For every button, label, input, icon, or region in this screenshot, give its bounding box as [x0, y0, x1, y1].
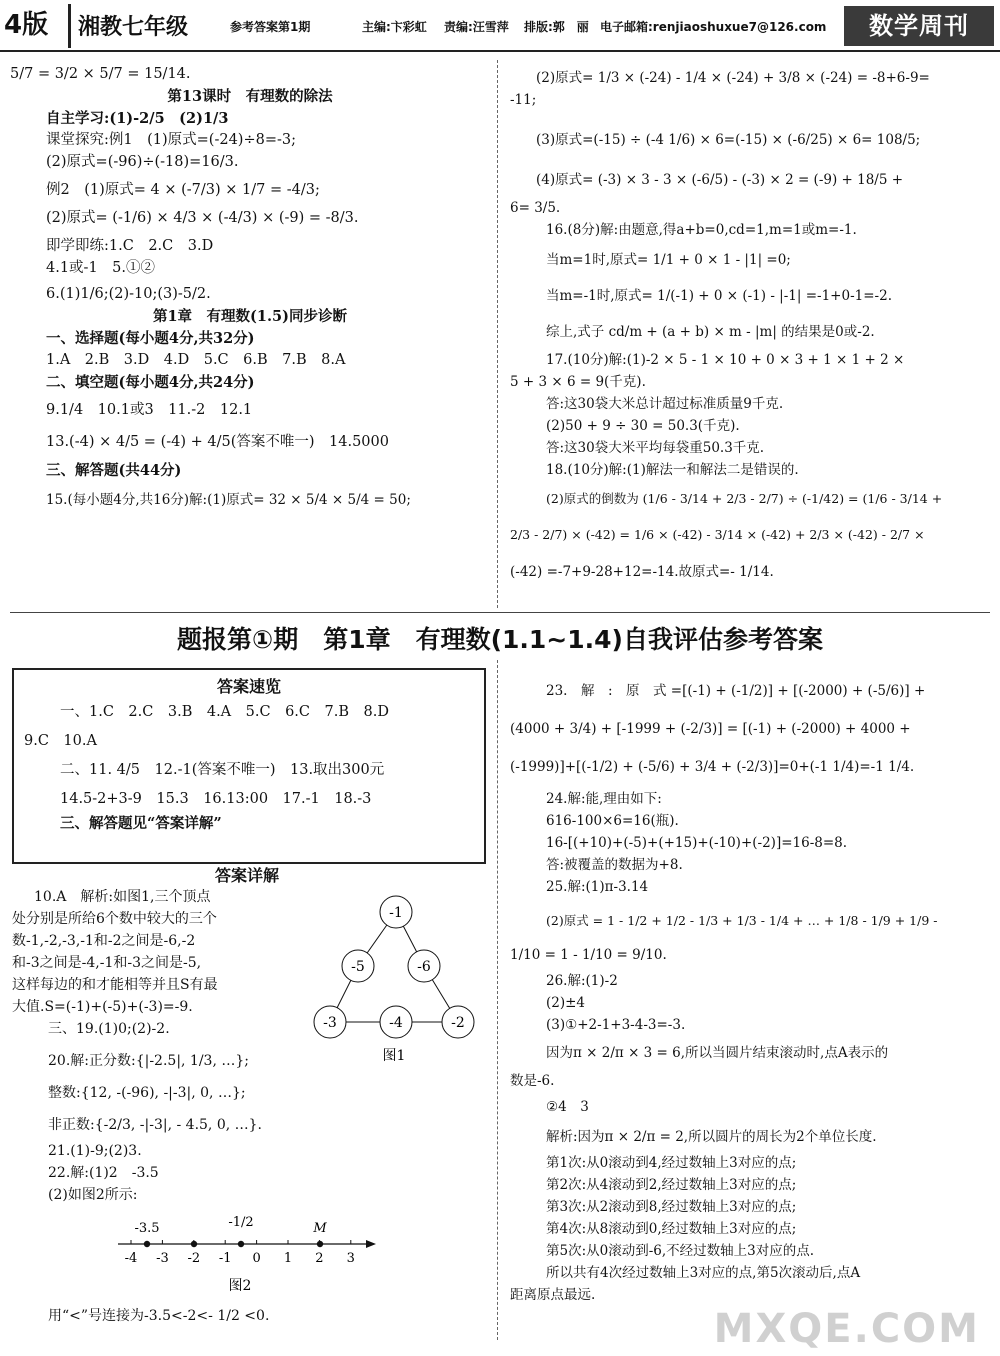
text-line: 当m=-1时,原式= 1/(-1) + 0 × (-1) - |-1| =-1+0-1=-2.: [546, 288, 892, 304]
svg-text:-4: -4: [389, 1015, 403, 1031]
number-line-tick-label: -2: [187, 1251, 201, 1266]
text-line: 16-[(+10)+(-5)+(+15)+(-10)+(-2)]=16-8=8.: [546, 835, 848, 851]
text-line: 处分别是所给6个数中较大的三个: [12, 911, 217, 927]
number-line-tick-label: 2: [315, 1251, 324, 1266]
answer-line: 一、1.C 2.C 3.B 4.A 5.C 6.C 7.B 8.D: [60, 704, 389, 721]
text-line: 课堂探究:例1 (1)原式=(-24)÷8=-3;: [46, 132, 296, 148]
answer-details-conclusion: [48, 1306, 488, 1328]
watermark: MXQE.COM: [713, 1306, 980, 1352]
text-line: 1/10 = 1 - 1/10 = 9/10.: [510, 947, 667, 963]
issue-label: 参考答案第1期: [230, 20, 311, 34]
text-line: (2)原式= 1/3 × (-24) - 1/4 × (-24) + 3/8 × (-24) = -8+6-9=: [536, 70, 930, 86]
text-line: 2/3 - 2/7) × (-42) = 1/6 × (-42) - 3/14 × (-42) + 2/3 × (-42) - 2/7 ×: [510, 527, 925, 542]
text-line: 26.解:(1)-2: [546, 973, 618, 989]
text-line: 所以共有4次经过数轴上3对应的点,第5次滚动后,点A: [546, 1265, 861, 1281]
text-line: 综上,式子 cd/m + (a + b) × m - |m| 的结果是0或-2.: [546, 324, 875, 340]
text-line: 三、解答题(共44分): [46, 462, 182, 479]
text-line: ②4 3: [546, 1099, 589, 1115]
point-label: -1/2: [228, 1215, 254, 1230]
text-line: 解析:因为π × 2/π = 2,所以圆片的周长为2个单位长度.: [546, 1129, 877, 1145]
text-line: 用“<”号连接为-3.5<-2<- 1/2 <0.: [48, 1308, 270, 1324]
triangle-node: [314, 1006, 346, 1038]
answer-line: 三、解答题见“答案详解”: [60, 815, 222, 833]
text-line: 第3次:从2滚动到8,经过数轴上3对应的点;: [546, 1199, 797, 1215]
bottom-right-column: [510, 682, 992, 1308]
text-line: (3)①+2-1+3-4-3=-3.: [546, 1017, 686, 1033]
text-line: 16.(8分)解:由题意,得a+b=0,cd=1,m=1或m=-1.: [546, 222, 857, 238]
svg-text:-5: -5: [351, 959, 365, 975]
text-line: 整数:{12, -(-96), -|-3|, 0, …};: [48, 1085, 246, 1101]
text-line: 当m=1时,原式= 1/1 + 0 × 1 - |1| =0;: [546, 252, 791, 268]
text-line: 15.(每小题4分,共16分)解:(1)原式= 32 × 5/4 × 5/4 = 50;: [46, 492, 411, 508]
chapter-title: 第1章 有理数(1.5)同步诊断: [152, 308, 348, 325]
number-line-tick-label: 3: [346, 1251, 355, 1266]
text-line: 5 + 3 × 6 = 9(千克).: [510, 374, 646, 390]
answer-line: 二、11. 4/5 12.-1(答案不唯一) 13.取出300元: [60, 762, 385, 779]
text-line: 第2次:从4滚动到2,经过数轴上3对应的点;: [546, 1177, 797, 1193]
section-separator: [10, 612, 990, 613]
point-label: M: [313, 1221, 327, 1236]
text-line: 10.A 解析:如图1,三个顶点: [34, 889, 211, 905]
answer-details-title: 答案详解: [214, 866, 279, 885]
editor-label: 主编:卞彩虹: [362, 20, 427, 34]
triangle-node: [342, 950, 374, 982]
text-line: 三、19.(1)0;(2)-2.: [48, 1021, 170, 1037]
svg-text:-1: -1: [389, 905, 403, 921]
figure-1-triangle: [306, 892, 490, 1070]
number-line-tick-label: -4: [124, 1251, 138, 1266]
text-line: 6.(1)1/6;(2)-10;(3)-5/2.: [46, 286, 211, 302]
header-divider: [68, 4, 71, 48]
text-line: 第4次:从8滚动到0,经过数轴上3对应的点;: [546, 1221, 797, 1237]
top-right-column: [510, 68, 992, 584]
text-line: (4000 + 3/4) + [-1999 + (-2/3)] = [(-1) + (-2000) + 4000 +: [510, 721, 911, 737]
text-line: 5/7 = 3/2 × 5/7 = 15/14.: [10, 66, 191, 82]
text-line: 22.解:(1)2 -3.5: [48, 1165, 159, 1181]
text-line: (4)原式= (-3) × 3 - 3 × (-6/5) - (-3) × 2 = (-9) + 18/5 +: [536, 172, 904, 188]
text-line: 第1次:从0滚动到4,经过数轴上3对应的点;: [546, 1155, 797, 1171]
text-line: 4.1或-1 5.①②: [46, 260, 156, 276]
text-line: 答:这30袋大米平均每袋重50.3千克.: [546, 440, 765, 456]
svg-text:-3: -3: [323, 1015, 337, 1031]
text-line: (2)50 + 9 ÷ 30 = 50.3(千克).: [546, 418, 740, 434]
layout-label: 排版:郭 丽: [524, 20, 589, 34]
answer-line: 9.C 10.A: [24, 733, 97, 750]
text-line: (-42) =-7+9-28+12=-14.故原式=- 1/14.: [510, 564, 774, 580]
responsible-editor-label: 责编:汪雪萍: [444, 20, 509, 34]
text-line: 和-3之间是-4,-1和-3之间是-5,: [12, 955, 202, 971]
email-label: 电子邮箱:renjiaoshuxue7@126.com: [600, 20, 827, 34]
column-divider: [497, 660, 498, 1340]
number-line-tick-label: -3: [156, 1251, 169, 1266]
text-line: (2)如图2所示:: [48, 1187, 138, 1203]
text-line: 616-100×6=16(瓶).: [546, 813, 679, 829]
text-line: 答:这30袋大米总计超过标准质量9千克.: [546, 396, 784, 412]
text-line: 因为π × 2/π × 3 = 6,所以当圆片结束滚动时,点A表示的: [546, 1045, 889, 1061]
page-header: [0, 0, 1000, 52]
lesson-title: 第13课时 有理数的除法: [167, 88, 333, 105]
triangle-node: [442, 1006, 474, 1038]
text-line: 第5次:从0滚动到-6,不经过数轴上3对应的点.: [546, 1243, 815, 1259]
text-line: 即学即练:1.C 2.C 3.D: [46, 238, 214, 254]
triangle-node: [380, 896, 412, 928]
text-line: 一、选择题(每小题4分,共32分): [46, 330, 255, 347]
text-line: (-1999)]+[(-1/2) + (-5/6) + 3/4 + (-2/3)]=0+(-1 1/4)=-1 1/4.: [510, 759, 915, 775]
text-line: 9.1/4 10.1或3 11.-2 12.1: [46, 402, 253, 418]
number-line-tick-label: 1: [283, 1251, 293, 1266]
text-line: 1.A 2.B 3.D 4.D 5.C 6.B 7.B 8.A: [46, 352, 346, 368]
text-line: 这样每边的和才能相等并且S有最: [12, 977, 218, 993]
text-line: (2)原式 = 1 - 1/2 + 1/2 - 1/3 + 1/3 - 1/4 + … + 1/8 - 1/9 + 1/9 -: [546, 913, 938, 928]
text-line: (2)原式=(-96)÷(-18)=16/3.: [46, 154, 239, 170]
triangle-node: [380, 1006, 412, 1038]
text-line: (3)原式=(-15) ÷ (-4 1/6) × 6=(-15) × (-6/25) × 6= 108/5;: [536, 132, 921, 148]
text-line: 数是-6.: [510, 1073, 555, 1089]
figure-2-number-line: [110, 1196, 390, 1304]
text-line: 数-1,-2,-3,-1和-2之间是-6,-2: [12, 933, 196, 949]
text-line: 自主学习:(1)-2/5 (2)1/3: [46, 110, 229, 127]
text-line: 21.(1)-9;(2)3.: [48, 1143, 142, 1159]
text-line: (2)原式= (-1/6) × 4/3 × (-4/3) × (-9) = -8/3.: [46, 210, 359, 226]
text-line: 18.(10分)解:(1)解法一和解法二是错误的.: [546, 462, 799, 478]
text-line: 非正数:{-2/3, -|-3|, - 4.5, 0, …}.: [48, 1117, 262, 1133]
text-line: 答:被覆盖的数据为+8.: [546, 857, 683, 873]
text-line: 25.解:(1)π-3.14: [546, 879, 649, 895]
text-line: 二、填空题(每小题4分,共24分): [46, 374, 255, 391]
text-line: 距离原点最远.: [510, 1287, 596, 1303]
text-line: -11;: [510, 92, 537, 108]
svg-text:-2: -2: [451, 1015, 465, 1031]
column-divider: [497, 60, 498, 608]
brand-logo: 数学周刊: [844, 6, 994, 46]
triangle-node: [408, 950, 440, 982]
figure-2-caption: 图2: [228, 1278, 252, 1294]
text-line: 6= 3/5.: [510, 200, 561, 216]
point-label: -3.5: [134, 1221, 160, 1236]
figure-1-caption: 图1: [382, 1048, 406, 1064]
answers-overview-title: 答案速览: [216, 677, 281, 696]
text-line: 大值.S=(-1)+(-5)+(-3)=-9.: [12, 999, 193, 1015]
text-line: 13.(-4) × 4/5 = (-4) + 4/5(答案不唯一) 14.5000: [46, 434, 389, 450]
text-line: (2)原式的倒数为 (1/6 - 3/14 + 2/3 - 2/7) ÷ (-1/42) = (1/6 - 3/14 +: [546, 491, 943, 506]
grade-label: 湘教七年级: [78, 15, 189, 40]
edition-number: 4版: [4, 10, 49, 40]
text-line: 20.解:正分数:{|-2.5|, 1/3, …};: [48, 1053, 249, 1069]
text-line: (2)±4: [546, 995, 586, 1011]
text-line: 17.(10分)解:(1)-2 × 5 - 1 × 10 + 0 × 3 + 1 × 1 + 2 ×: [546, 352, 905, 368]
number-line-tick-label: -1: [218, 1251, 232, 1266]
section-banner-title: 题报第①期 第1章 有理数(1.1~1.4)自我评估参考答案: [177, 625, 823, 654]
text-line: 例2 (1)原式= 4 × (-7/3) × 1/7 = -4/3;: [46, 182, 320, 198]
svg-text:-6: -6: [417, 959, 431, 975]
answers-overview-box: [12, 668, 486, 864]
text-line: 24.解:能,理由如下:: [546, 791, 662, 807]
answer-line: 14.5-2+3-9 15.3 16.13:00 17.-1 18.-3: [60, 791, 372, 808]
text-line: 23. 解 : 原 式 =[(-1) + (-1/2)] + [(-2000) + (-5/6)] +: [546, 683, 926, 699]
number-line-tick-label: 0: [252, 1251, 261, 1266]
top-left-column: [10, 64, 490, 512]
